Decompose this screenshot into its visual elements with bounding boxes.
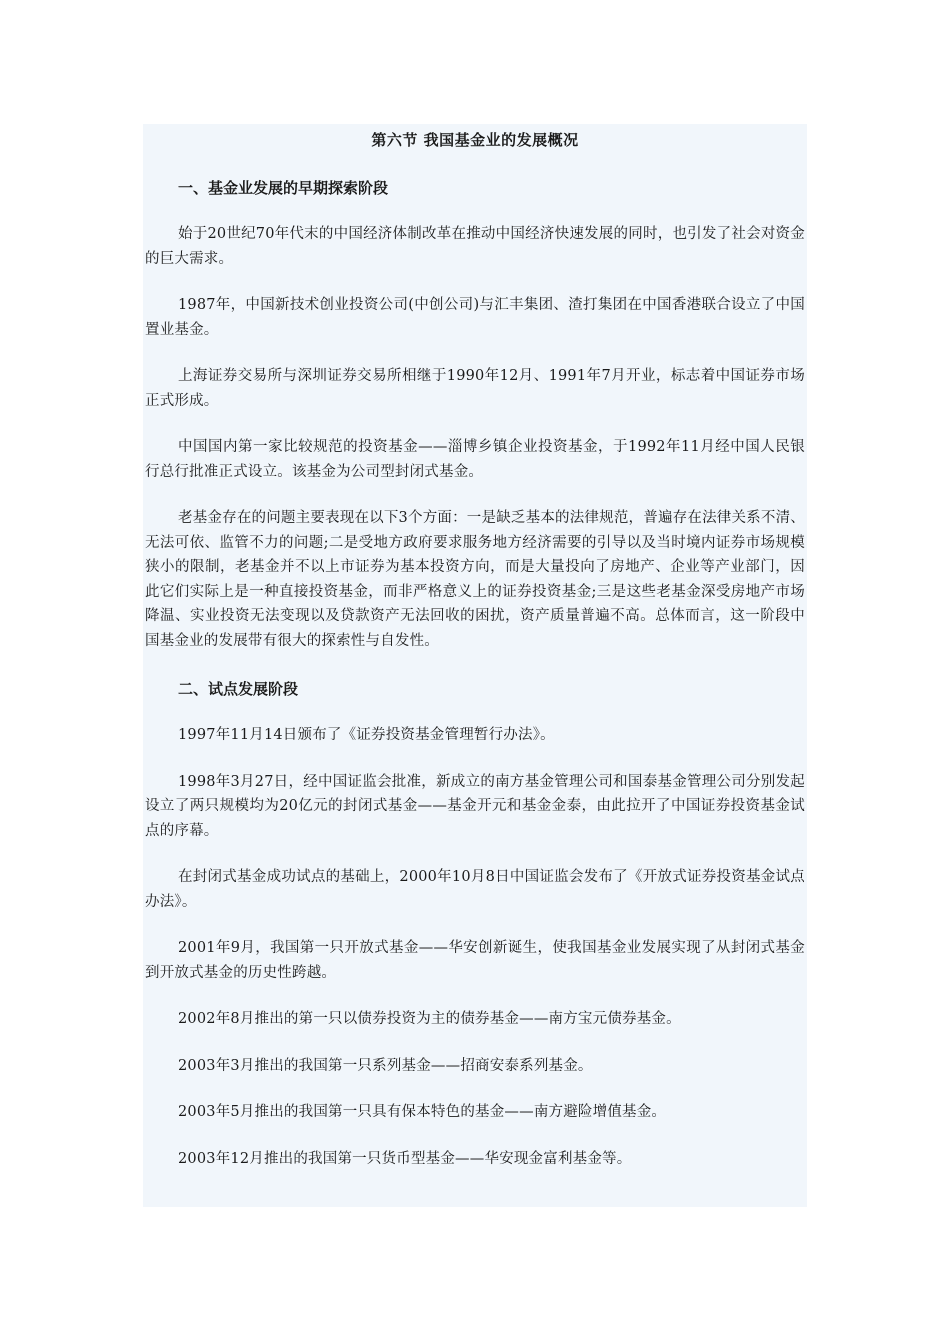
paragraph: 2003年3月推出的我国第一只系列基金——招商安泰系列基金。 [178,1057,593,1074]
paragraph: 2002年8月推出的第一只以债券投资为主的债券基金——南方宝元债券基金。 [178,1011,681,1027]
paragraph: 2003年5月推出的我国第一只具有保本特色的基金——南方避险增值基金。 [178,1104,667,1120]
paragraph: 老基金存在的问题主要表现在以下3个方面：一是缺乏基本的法律规范，普遍存在法律关系不清、无法可依、监管不力的问题;二是受地方政府要求服务地方经济需要的引导以及当时境内证券市场规模狭小的限制，老基金并不以上市证券为基本投资方向，而是大量投向了房地产、企业等产业部门，因此它们实际上是一种直接投资基金，而非严格意义上的证券投资基金;三是这些老基金深受房地产市场降温、实业投资无法变现以及贷款资产无法回收的困扰，资产质量普遍不高。总体而言，这一阶段中国基金业的发展带有很大的探索性与自发性。 [145,510,805,649]
paragraph: 始于20世纪70年代末的中国经济体制改革在推动中国经济快速发展的同时，也引发了社会对资金的巨大需求。 [145,226,805,267]
paragraph: 中国国内第一家比较规范的投资基金——淄博乡镇企业投资基金，于1992年11月经中国人民银行总行批准正式设立。该基金为公司型封闭式基金。 [145,439,805,480]
paragraph: 2003年12月推出的我国第一只货币型基金——华安现金富利基金等。 [178,1150,632,1167]
paragraph: 上海证券交易所与深圳证券交易所相继于1990年12月、1991年7月开业，标志着中国证券市场正式形成。 [145,368,805,409]
paragraph: 1987年，中国新技术创业投资公司(中创公司)与汇丰集团、渣打集团在中国香港联合设立了中国置业基金。 [145,297,805,338]
page-title: 第六节 我国基金业的发展概况 [371,131,579,149]
section-heading-1: 一、基金业发展的早期探索阶段 [178,179,389,197]
paragraph: 1998年3月27日，经中国证监会批准，新成立的南方基金管理公司和国泰基金管理公司分别发起设立了两只规模均为20亿元的封闭式基金——基金开元和基金金泰，由此拉开了中国证券投资基金试点的序幕。 [145,773,805,839]
paragraph: 在封闭式基金成功试点的基础上，2000年10月8日中国证监会发布了《开放式证券投资基金试点办法》。 [145,869,805,910]
document-body [143,124,807,1207]
section-heading-2: 二、试点发展阶段 [178,680,299,698]
paragraph: 2001年9月，我国第一只开放式基金——华安创新诞生，使我国基金业发展实现了从封闭式基金到开放式基金的历史性跨越。 [145,940,805,981]
paragraph: 1997年11月14日颁布了《证券投资基金管理暂行办法》。 [178,727,555,743]
